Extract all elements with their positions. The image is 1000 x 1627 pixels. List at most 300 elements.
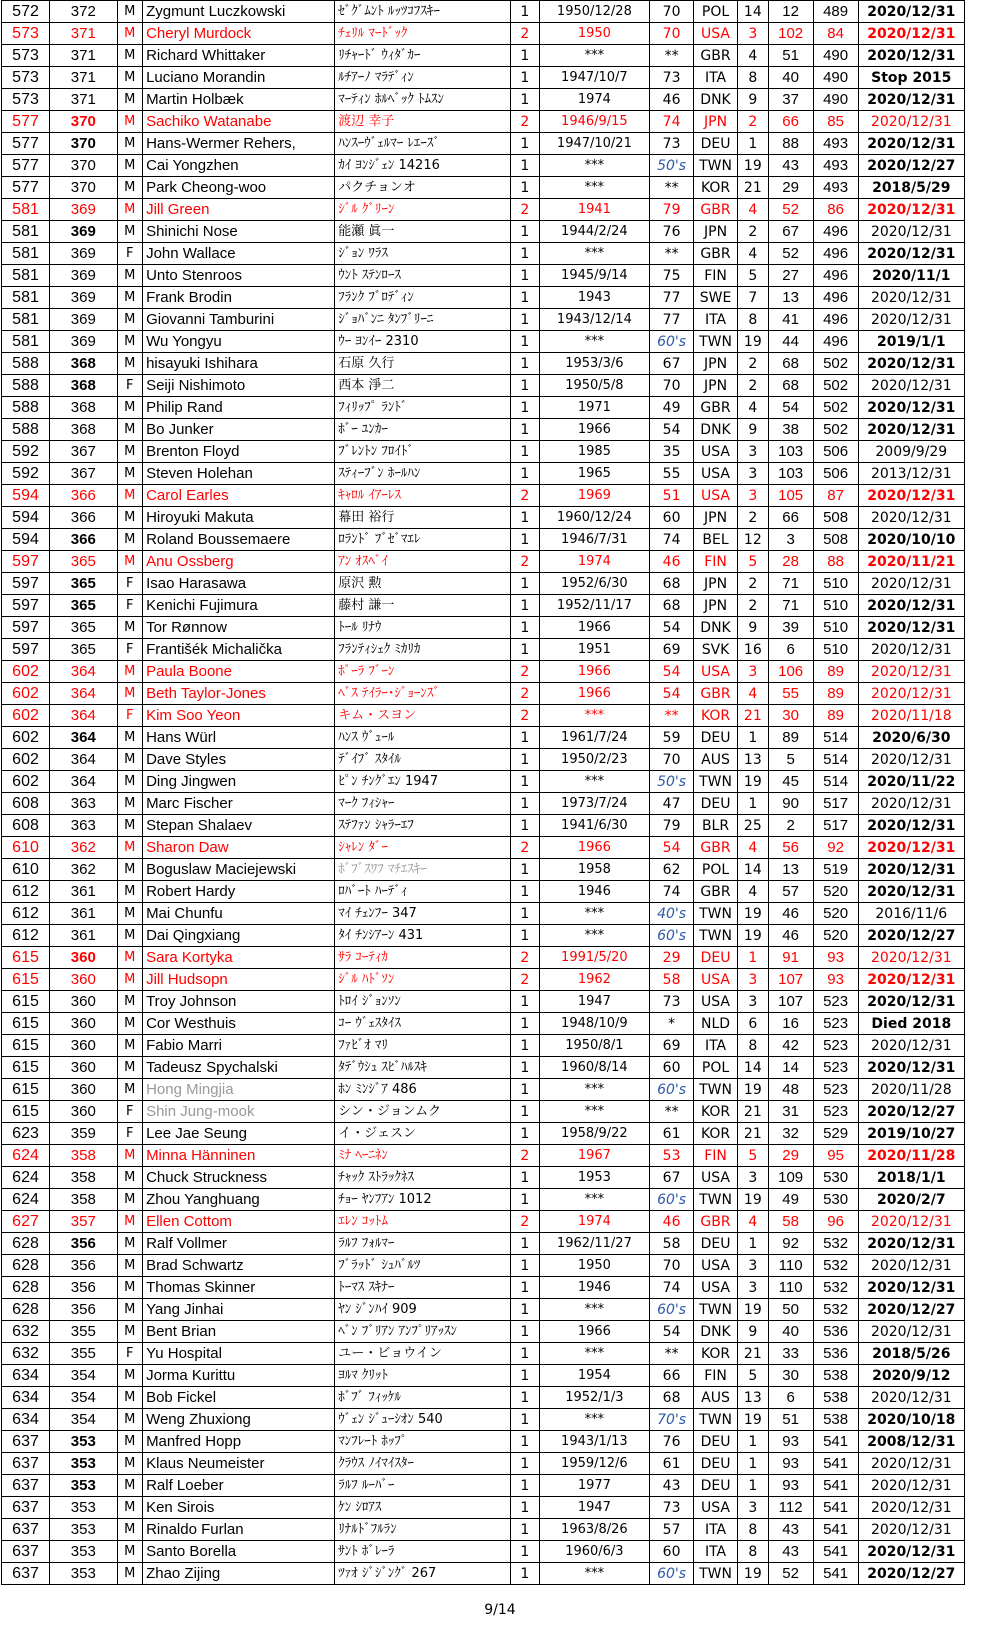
type-cell: 1 — [511, 155, 540, 177]
country-code-cell: 8 — [738, 1541, 769, 1563]
birthdate-cell: *** — [539, 925, 649, 947]
country-code-cell: 4 — [738, 397, 769, 419]
country-rank-cell: 41 — [768, 309, 813, 331]
date-cell: 2019/1/1 — [858, 331, 964, 353]
country-cell: DEU — [694, 1453, 738, 1475]
name-kana-cell: ｹﾝ ｼﾛｱｽ — [335, 1497, 511, 1519]
table-row — [2, 815, 965, 837]
overall-rank-cell: 493 — [813, 177, 858, 199]
table-row — [2, 1079, 965, 1101]
score-cell: 362 — [50, 837, 117, 859]
gender-cell: M — [117, 1431, 143, 1453]
date-cell: 2020/12/31 — [858, 23, 964, 45]
score-cell: 370 — [50, 111, 117, 133]
country-cell: DEU — [694, 947, 738, 969]
name-en-cell: Zhao Zijing — [143, 1563, 335, 1585]
country-code-cell: 1 — [738, 1431, 769, 1453]
birthdate-cell: *** — [539, 1079, 649, 1101]
table-row — [2, 749, 965, 771]
rank-cell: 597 — [2, 573, 50, 595]
country-rank-cell: 5 — [768, 749, 813, 771]
country-rank-cell: 42 — [768, 1035, 813, 1057]
type-cell: 2 — [511, 551, 540, 573]
date-cell: 2016/11/6 — [858, 903, 964, 925]
score-cell: 363 — [50, 793, 117, 815]
date-cell: 2020/12/31 — [858, 793, 964, 815]
overall-rank-cell: 88 — [813, 551, 858, 573]
type-cell: 1 — [511, 991, 540, 1013]
gender-cell: M — [117, 155, 143, 177]
rank-cell: 623 — [2, 1123, 50, 1145]
date-cell: 2020/12/31 — [858, 243, 964, 265]
name-kana-cell: ｽﾃﾌｧﾝ ｼｬﾗｰｴﾌ — [335, 815, 511, 837]
age-cell: 70 — [650, 1, 694, 23]
rank-cell: 608 — [2, 815, 50, 837]
table-row — [2, 287, 965, 309]
gender-cell: M — [117, 485, 143, 507]
score-cell: 369 — [50, 309, 117, 331]
age-cell: 60's — [650, 331, 694, 353]
birthdate-cell: *** — [539, 177, 649, 199]
gender-cell: M — [117, 617, 143, 639]
birthdate-cell: *** — [539, 155, 649, 177]
overall-rank-cell: 517 — [813, 815, 858, 837]
birthdate-cell: 1941 — [539, 199, 649, 221]
name-kana-cell: ｳﾝﾄ ｽﾃﾝﾛｰｽ — [335, 265, 511, 287]
birthdate-cell: 1959/12/6 — [539, 1453, 649, 1475]
score-cell: 371 — [50, 67, 117, 89]
score-cell: 356 — [50, 1233, 117, 1255]
name-kana-cell: ﾐﾅ ﾍｰﾆﾈﾝ — [335, 1145, 511, 1167]
birthdate-cell: 1963/8/26 — [539, 1519, 649, 1541]
name-kana-cell: ユー・ビョウイン — [335, 1343, 511, 1365]
date-cell: 2020/12/31 — [858, 947, 964, 969]
table-row — [2, 243, 965, 265]
date-cell: 2020/12/31 — [858, 1233, 964, 1255]
gender-cell: M — [117, 1079, 143, 1101]
score-cell: 356 — [50, 1255, 117, 1277]
date-cell: 2020/12/27 — [858, 1563, 964, 1585]
table-row — [2, 1497, 965, 1519]
date-cell: 2020/12/27 — [858, 155, 964, 177]
overall-rank-cell: 541 — [813, 1563, 858, 1585]
age-cell: 76 — [650, 1431, 694, 1453]
overall-rank-cell: 490 — [813, 45, 858, 67]
country-rank-cell: 6 — [768, 1387, 813, 1409]
score-cell: 362 — [50, 859, 117, 881]
gender-cell: M — [117, 397, 143, 419]
name-en-cell: Cor Westhuis — [143, 1013, 335, 1035]
type-cell: 1 — [511, 1167, 540, 1189]
country-cell: GBR — [694, 199, 738, 221]
name-en-cell: Mai Chunfu — [143, 903, 335, 925]
date-cell: 2020/11/1 — [858, 265, 964, 287]
country-code-cell: 1 — [738, 947, 769, 969]
score-cell: 369 — [50, 199, 117, 221]
overall-rank-cell: 520 — [813, 903, 858, 925]
name-kana-cell: キム・スヨン — [335, 705, 511, 727]
date-cell: 2020/12/31 — [858, 133, 964, 155]
score-cell: 370 — [50, 155, 117, 177]
name-en-cell: Martin Holbæk — [143, 89, 335, 111]
country-rank-cell: 29 — [768, 1145, 813, 1167]
type-cell: 2 — [511, 199, 540, 221]
age-cell: 61 — [650, 1453, 694, 1475]
age-cell: 54 — [650, 1321, 694, 1343]
rank-cell: 628 — [2, 1255, 50, 1277]
name-en-cell: Ralf Loeber — [143, 1475, 335, 1497]
name-kana-cell: ﾏｰｸ ﾌｨｼｬｰ — [335, 793, 511, 815]
gender-cell: M — [117, 199, 143, 221]
table-row — [2, 1211, 965, 1233]
country-cell: TWN — [694, 331, 738, 353]
country-code-cell: 1 — [738, 1475, 769, 1497]
score-cell: 364 — [50, 727, 117, 749]
score-cell: 364 — [50, 771, 117, 793]
birthdate-cell: 1943/12/14 — [539, 309, 649, 331]
name-en-cell: Shinichi Nose — [143, 221, 335, 243]
name-en-cell: Yang Jinhai — [143, 1299, 335, 1321]
overall-rank-cell: 541 — [813, 1453, 858, 1475]
country-cell: TWN — [694, 925, 738, 947]
table-row — [2, 89, 965, 111]
date-cell: 2020/12/31 — [858, 309, 964, 331]
table-row — [2, 1123, 965, 1145]
country-code-cell: 4 — [738, 45, 769, 67]
table-row — [2, 573, 965, 595]
gender-cell: M — [117, 1497, 143, 1519]
country-cell: DNK — [694, 89, 738, 111]
score-cell: 355 — [50, 1343, 117, 1365]
name-kana-cell: ﾊﾝｽ ｳﾞｭｰﾙ — [335, 727, 511, 749]
gender-cell: M — [117, 1475, 143, 1497]
overall-rank-cell: 502 — [813, 375, 858, 397]
age-cell: ** — [650, 1343, 694, 1365]
name-en-cell: Santo Borella — [143, 1541, 335, 1563]
gender-cell: M — [117, 1057, 143, 1079]
score-cell: 366 — [50, 529, 117, 551]
overall-rank-cell: 541 — [813, 1519, 858, 1541]
name-en-cell: Kenichi Fujimura — [143, 595, 335, 617]
age-cell: 70 — [650, 375, 694, 397]
overall-rank-cell: 93 — [813, 969, 858, 991]
gender-cell: M — [117, 221, 143, 243]
name-en-cell: Hans Würl — [143, 727, 335, 749]
country-cell: BEL — [694, 529, 738, 551]
country-rank-cell: 91 — [768, 947, 813, 969]
name-kana-cell: ﾗﾙﾌ ﾌｫﾙﾏｰ — [335, 1233, 511, 1255]
country-rank-cell: 57 — [768, 881, 813, 903]
date-cell: 2020/12/31 — [858, 661, 964, 683]
age-cell: 58 — [650, 969, 694, 991]
gender-cell: M — [117, 1541, 143, 1563]
name-en-cell: Steven Holehan — [143, 463, 335, 485]
table-row — [2, 397, 965, 419]
rank-cell: 592 — [2, 441, 50, 463]
birthdate-cell: 1954 — [539, 1365, 649, 1387]
type-cell: 1 — [511, 881, 540, 903]
gender-cell: M — [117, 1321, 143, 1343]
country-code-cell: 2 — [738, 221, 769, 243]
country-code-cell: 3 — [738, 463, 769, 485]
score-cell: 353 — [50, 1431, 117, 1453]
name-kana-cell: ｺｰ ｳﾞｪｽﾀｲｽ — [335, 1013, 511, 1035]
name-en-cell: Hong Mingjia — [143, 1079, 335, 1101]
country-rank-cell: 27 — [768, 265, 813, 287]
age-cell: 54 — [650, 617, 694, 639]
country-rank-cell: 71 — [768, 595, 813, 617]
date-cell: 2020/12/31 — [858, 1453, 964, 1475]
type-cell: 1 — [511, 375, 540, 397]
table-row — [2, 1453, 965, 1475]
table-row — [2, 23, 965, 45]
type-cell: 1 — [511, 67, 540, 89]
name-en-cell: Isao Harasawa — [143, 573, 335, 595]
type-cell: 2 — [511, 661, 540, 683]
score-cell: 354 — [50, 1365, 117, 1387]
name-en-cell: Bob Fickel — [143, 1387, 335, 1409]
rank-cell: 624 — [2, 1167, 50, 1189]
rank-cell: 594 — [2, 529, 50, 551]
country-code-cell: 21 — [738, 1101, 769, 1123]
birthdate-cell: 1944/2/24 — [539, 221, 649, 243]
type-cell: 1 — [511, 265, 540, 287]
country-cell: USA — [694, 661, 738, 683]
country-code-cell: 2 — [738, 573, 769, 595]
country-cell: USA — [694, 485, 738, 507]
score-cell: 371 — [50, 89, 117, 111]
country-rank-cell: 32 — [768, 1123, 813, 1145]
rank-cell: 581 — [2, 331, 50, 353]
type-cell: 1 — [511, 595, 540, 617]
date-cell: 2020/12/31 — [858, 1255, 964, 1277]
country-cell: KOR — [694, 705, 738, 727]
name-en-cell: Thomas Skinner — [143, 1277, 335, 1299]
name-kana-cell: ｴﾚﾝ ｺｯﾄﾑ — [335, 1211, 511, 1233]
score-cell: 365 — [50, 639, 117, 661]
gender-cell: F — [117, 573, 143, 595]
birthdate-cell: *** — [539, 705, 649, 727]
table-row — [2, 1475, 965, 1497]
score-cell: 363 — [50, 815, 117, 837]
age-cell: 54 — [650, 661, 694, 683]
birthdate-cell: 1974 — [539, 551, 649, 573]
rank-cell: 628 — [2, 1299, 50, 1321]
score-cell: 361 — [50, 925, 117, 947]
table-row — [2, 991, 965, 1013]
birthdate-cell: 1960/8/14 — [539, 1057, 649, 1079]
birthdate-cell: 1977 — [539, 1475, 649, 1497]
name-en-cell: Roland Boussemaere — [143, 529, 335, 551]
gender-cell: M — [117, 859, 143, 881]
rank-cell: 581 — [2, 265, 50, 287]
name-kana-cell: ﾎﾞﾌﾞ ﾌｨｯｹﾙ — [335, 1387, 511, 1409]
name-kana-cell: ﾄｰﾙ ﾘﾅｳ — [335, 617, 511, 639]
name-en-cell: Marc Fischer — [143, 793, 335, 815]
score-cell: 361 — [50, 881, 117, 903]
country-code-cell: 8 — [738, 1035, 769, 1057]
table-row — [2, 1277, 965, 1299]
age-cell: 73 — [650, 991, 694, 1013]
score-cell: 355 — [50, 1321, 117, 1343]
country-rank-cell: 51 — [768, 45, 813, 67]
name-kana-cell: ﾄﾛｲ ｼﾞｮﾝｿﾝ — [335, 991, 511, 1013]
overall-rank-cell: 92 — [813, 837, 858, 859]
country-code-cell: 3 — [738, 969, 769, 991]
gender-cell: M — [117, 23, 143, 45]
gender-cell: M — [117, 1365, 143, 1387]
country-cell: TWN — [694, 155, 738, 177]
rank-cell: 602 — [2, 749, 50, 771]
country-cell: KOR — [694, 1123, 738, 1145]
type-cell: 1 — [511, 1035, 540, 1057]
table-row — [2, 1, 965, 23]
country-rank-cell: 102 — [768, 23, 813, 45]
type-cell: 2 — [511, 683, 540, 705]
type-cell: 1 — [511, 1365, 540, 1387]
country-cell: DEU — [694, 1233, 738, 1255]
country-cell: TWN — [694, 1563, 738, 1585]
name-en-cell: Dave Styles — [143, 749, 335, 771]
country-rank-cell: 46 — [768, 925, 813, 947]
type-cell: 1 — [511, 771, 540, 793]
birthdate-cell: 1962 — [539, 969, 649, 991]
birthdate-cell: 1946/9/15 — [539, 111, 649, 133]
age-cell: 60's — [650, 1079, 694, 1101]
date-cell: 2020/12/31 — [858, 595, 964, 617]
overall-rank-cell: 532 — [813, 1255, 858, 1277]
name-kana-cell: ﾀｲ ﾁﾝｼｱｰﾝ 431 — [335, 925, 511, 947]
overall-rank-cell: 508 — [813, 529, 858, 551]
country-code-cell: 14 — [738, 859, 769, 881]
country-cell: POL — [694, 859, 738, 881]
birthdate-cell: 1950 — [539, 1255, 649, 1277]
gender-cell: M — [117, 683, 143, 705]
overall-rank-cell: 496 — [813, 309, 858, 331]
name-en-cell: Jorma Kurittu — [143, 1365, 335, 1387]
score-cell: 360 — [50, 1101, 117, 1123]
birthdate-cell: 1952/1/3 — [539, 1387, 649, 1409]
date-cell: 2020/12/31 — [858, 1, 964, 23]
overall-rank-cell: 510 — [813, 595, 858, 617]
country-rank-cell: 89 — [768, 727, 813, 749]
country-rank-cell: 54 — [768, 397, 813, 419]
gender-cell: F — [117, 1343, 143, 1365]
gender-cell: M — [117, 925, 143, 947]
gender-cell: F — [117, 595, 143, 617]
score-cell: 370 — [50, 133, 117, 155]
rank-cell: 577 — [2, 155, 50, 177]
name-kana-cell: 能瀬 眞一 — [335, 221, 511, 243]
table-row — [2, 1013, 965, 1035]
overall-rank-cell: 523 — [813, 1101, 858, 1123]
country-code-cell: 19 — [738, 1563, 769, 1585]
type-cell: 1 — [511, 419, 540, 441]
country-rank-cell: 31 — [768, 1101, 813, 1123]
name-en-cell: Lee Jae Seung — [143, 1123, 335, 1145]
country-cell: JPN — [694, 111, 738, 133]
score-cell: 361 — [50, 903, 117, 925]
rank-cell: 637 — [2, 1519, 50, 1541]
type-cell: 1 — [511, 309, 540, 331]
date-cell: 2020/12/31 — [858, 287, 964, 309]
birthdate-cell: 1947 — [539, 1497, 649, 1519]
rank-cell: 637 — [2, 1475, 50, 1497]
name-kana-cell: ﾌﾞﾗｯﾄﾞ ｼｭﾊﾞﾙﾂ — [335, 1255, 511, 1277]
date-cell: 2020/12/31 — [858, 45, 964, 67]
birthdate-cell: 1971 — [539, 397, 649, 419]
age-cell: ** — [650, 177, 694, 199]
country-rank-cell: 93 — [768, 1475, 813, 1497]
name-kana-cell: ｼﾞﾙ ｸﾞﾘｰﾝ — [335, 199, 511, 221]
name-en-cell: Sara Kortyka — [143, 947, 335, 969]
country-cell: USA — [694, 23, 738, 45]
gender-cell: M — [117, 507, 143, 529]
country-cell: USA — [694, 991, 738, 1013]
country-rank-cell: 29 — [768, 177, 813, 199]
overall-rank-cell: 517 — [813, 793, 858, 815]
type-cell: 1 — [511, 1079, 540, 1101]
gender-cell: M — [117, 265, 143, 287]
table-row — [2, 309, 965, 331]
date-cell: 2018/5/26 — [858, 1343, 964, 1365]
country-rank-cell: 107 — [768, 969, 813, 991]
date-cell: 2020/11/22 — [858, 771, 964, 793]
date-cell: 2020/9/12 — [858, 1365, 964, 1387]
age-cell: ** — [650, 243, 694, 265]
date-cell: Died 2018 — [858, 1013, 964, 1035]
score-cell: 360 — [50, 1079, 117, 1101]
overall-rank-cell: 523 — [813, 991, 858, 1013]
country-code-cell: 4 — [738, 837, 769, 859]
age-cell: 70's — [650, 1409, 694, 1431]
overall-rank-cell: 519 — [813, 859, 858, 881]
table-row — [2, 1431, 965, 1453]
gender-cell: M — [117, 727, 143, 749]
gender-cell: M — [117, 309, 143, 331]
country-cell: GBR — [694, 45, 738, 67]
score-cell: 360 — [50, 969, 117, 991]
table-row — [2, 1035, 965, 1057]
rank-cell: 615 — [2, 1101, 50, 1123]
name-kana-cell: シン・ジョンムク — [335, 1101, 511, 1123]
type-cell: 2 — [511, 111, 540, 133]
birthdate-cell: 1951 — [539, 639, 649, 661]
birthdate-cell: 1953 — [539, 1167, 649, 1189]
table-row — [2, 529, 965, 551]
age-cell: 47 — [650, 793, 694, 815]
date-cell: 2020/11/28 — [858, 1145, 964, 1167]
table-row — [2, 485, 965, 507]
date-cell: 2020/12/27 — [858, 925, 964, 947]
country-code-cell: 19 — [738, 903, 769, 925]
name-en-cell: Frank Brodin — [143, 287, 335, 309]
overall-rank-cell: 530 — [813, 1189, 858, 1211]
age-cell: 60's — [650, 925, 694, 947]
country-rank-cell: 67 — [768, 221, 813, 243]
overall-rank-cell: 514 — [813, 749, 858, 771]
gender-cell: M — [117, 1145, 143, 1167]
country-code-cell: 14 — [738, 1057, 769, 1079]
birthdate-cell: 1966 — [539, 1321, 649, 1343]
date-cell: 2020/10/10 — [858, 529, 964, 551]
birthdate-cell: *** — [539, 1101, 649, 1123]
gender-cell: M — [117, 1387, 143, 1409]
rank-cell: 615 — [2, 1057, 50, 1079]
ranking-table — [1, 0, 965, 1585]
name-kana-cell: ﾛﾊﾞｰﾄ ﾊｰﾃﾞｨ — [335, 881, 511, 903]
overall-rank-cell: 523 — [813, 1035, 858, 1057]
